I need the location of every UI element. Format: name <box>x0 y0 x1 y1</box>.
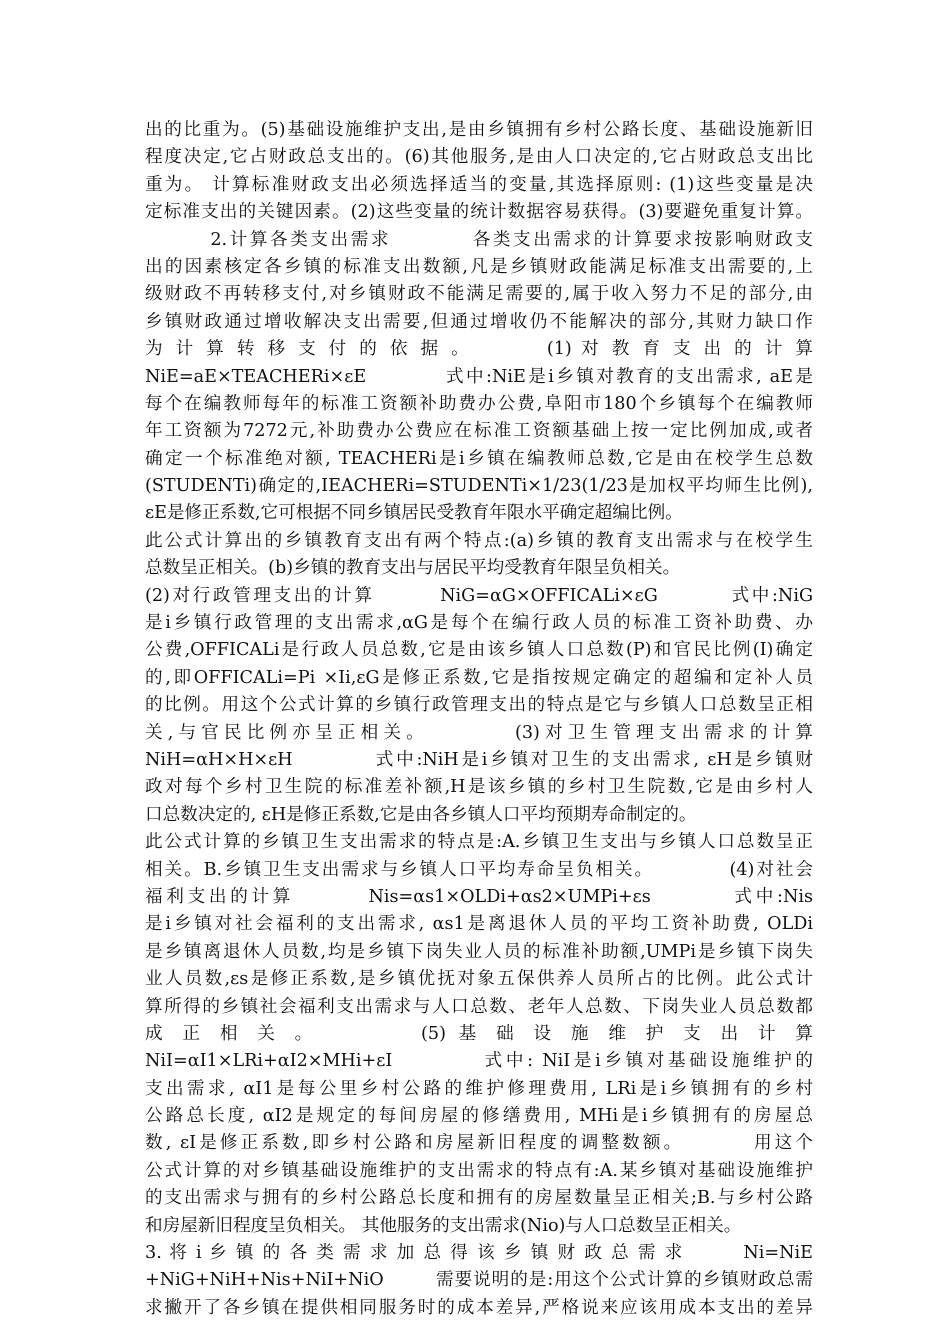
text-line-22: 的比例。用这个公式计算的乡镇行政管理支出的特点是它与乡镇人口总数呈正相 <box>145 695 813 716</box>
text-line-37: 公路总长度, αI2是规定的每间房屋的修缮费用, MHi是i乡镇拥有的房屋总 <box>145 1106 813 1127</box>
text-line-9: 为 计 算 转 移 支 付 的 依 据 。 (1) 对 教 育 支 出 的 计 算 <box>145 339 813 360</box>
text-line-13: 确定一个标准绝对额, TEACHERi是i乡镇在编教师总数,它是由在校学生总数 <box>145 448 813 469</box>
text-line-35: NiI=αI1×LRi+αI2×MHi+εI 式中: NiI是i乡镇对基础设施维护的 <box>145 1051 813 1072</box>
text-line-20: 公费,OFFICALi是行政人员总数,它是由该乡镇人口总数(P)和官民比例(I)确定 <box>145 640 813 661</box>
text-line-18: (2)对行政管理支出的计算 NiG=αG×OFFICALi×εG 式中:NiG <box>145 585 813 606</box>
text-line-21: 的,即OFFICALi=Pi ×Ii,εG是修正系数,它是指按规定确定的超编和定补人员 <box>145 667 813 688</box>
text-line-42: 3. 将 i 乡 镇 的 各 类 需 求 加 总 得 该 乡 镇 财 政 总 需 求 Ni=NiE <box>145 1243 813 1264</box>
text-line-33: 算所得的乡镇社会福利支出需求与人口总数、老年人总数、下岗失业人员总数都 <box>145 996 813 1017</box>
text-line-19: 是i乡镇行政管理的支出需求,αG是每个在编行政人员的标准工资补助费、办 <box>145 613 813 634</box>
text-line-15: εE是修正系数,它可根据不同乡镇居民受教育年限水平确定超编比例。 <box>145 503 683 524</box>
text-line-32: 业人员数,εs是修正系数,是乡镇优抚对象五保供养人员所占的比例。此公式计 <box>145 969 813 990</box>
text-line-4: 定标准支出的关键因素。(2)这些变量的统计数据容易获得。(3)要避免重复计算。 <box>145 202 813 223</box>
text-line-3: 重为。 计算标准财政支出必须选择适当的变量,其选择原则: (1)这些变量是决 <box>145 174 813 195</box>
text-line-14: (STUDENTi)确定的,IEACHERi=STUDENTi×1/23(1/23是加权平均师生比例), <box>145 476 813 497</box>
text-line-36: 支出需求, αI1是每公里乡村公路的维护修理费用, LRi是i乡镇拥有的乡村 <box>145 1078 813 1099</box>
text-line-34: 成 正 相 关 。 (5) 基 础 设 施 维 护 支 出 计 算 <box>145 1023 813 1044</box>
text-line-44: 求撇开了各乡镇在提供相同服务时的成本差异,严格说来应该用成本支出的差异 <box>145 1297 813 1318</box>
text-line-2: 程度决定,它占财政总支出的。(6)其他服务,是由人口决定的,它占财政总支出比 <box>145 147 813 168</box>
text-line-6: 出的因素核定各乡镇的标准支出数额,凡是乡镇财政能满足标准支出需要的,上 <box>145 256 813 277</box>
text-line-5: 2.计算各类支出需求 各类支出需求的计算要求按影响财政支 <box>145 229 813 250</box>
text-line-23: 关,与官民比例亦呈正相关。 (3)对卫生管理支出需求的计算 <box>145 722 813 743</box>
document-page <box>145 117 813 1322</box>
text-line-38: 数, εI是修正系数,即乡村公路和房屋新旧程度的调整数额。 用这个 <box>145 1133 813 1154</box>
text-line-40: 的支出需求与拥有的乡村公路总长度和拥有的房屋数量呈正相关;B.与乡村公路 <box>145 1188 813 1209</box>
text-line-28: 相关。B.乡镇卫生支出需求与乡镇人口平均寿命呈负相关。 (4)对社会 <box>145 859 813 880</box>
text-line-7: 级财政不再转移支付,对乡镇财政不能满足需要的,属于收入努力不足的部分,由 <box>145 284 813 305</box>
text-line-39: 公式计算的对乡镇基础设施维护的支出需求的特点有:A.某乡镇对基础设施维护 <box>145 1160 813 1181</box>
text-line-25: 政对每个乡村卫生院的标准差补额,H是该乡镇的乡村卫生院数,它是由乡村人 <box>145 777 813 798</box>
text-line-17: 总数呈正相关。(b)乡镇的教育支出与居民平均受教育年限呈负相关。 <box>145 558 681 579</box>
text-line-24: NiH=αH×H×εH 式中:NiH是i乡镇对卫生的支出需求, εH是乡镇财 <box>145 749 813 770</box>
text-line-1: 出的比重为。(5)基础设施维护支出,是由乡镇拥有乡村公路长度、基础设施新旧 <box>145 120 813 140</box>
text-line-30: 是i乡镇对社会福利的支出需求, αs1是离退休人员的平均工资补助费, OLDi <box>145 914 813 935</box>
text-line-26: 口总数决定的, εH是修正系数,它是由各乡镇人口平均预期寿命制定的。 <box>145 804 697 825</box>
text-line-16: 此公式计算出的乡镇教育支出有两个特点:(a)乡镇的教育支出需求与在校学生 <box>145 530 813 551</box>
text-line-27: 此公式计算的乡镇卫生支出需求的特点是:A.乡镇卫生支出与乡镇人口总数呈正 <box>145 832 813 853</box>
text-line-29: 福利支出的计算 Nis=αs1×OLDi+αs2×UMPi+εs 式中:Nis <box>145 886 813 907</box>
text-line-43: +NiG+NiH+Nis+NiI+NiO 需要说明的是:用这个公式计算的乡镇财政总需 <box>145 1270 813 1291</box>
text-line-11: 每个在编教师每年的标准工资额补助费办公费,阜阳市180个乡镇每个在编教师 <box>145 393 813 414</box>
text-line-12: 年工资额为7272元,补助费办公费应在标准工资额基础上按一定比例加成,或者 <box>145 421 813 442</box>
text-line-10: NiE=aE×TEACHERi×εE 式中:NiE是i乡镇对教育的支出需求, aE是 <box>145 366 813 387</box>
text-line-31: 是乡镇离退休人员数,均是乡镇下岗失业人员的标准补助额,UMPi是乡镇下岗失 <box>145 941 813 962</box>
text-line-8: 乡镇财政通过增收解决支出需要,但通过增收仍不能解决的部分,其财力缺口作 <box>145 311 813 332</box>
text-line-41: 和房屋新旧程度呈负相关。 其他服务的支出需求(Nio)与人口总数呈正相关。 <box>145 1215 742 1236</box>
